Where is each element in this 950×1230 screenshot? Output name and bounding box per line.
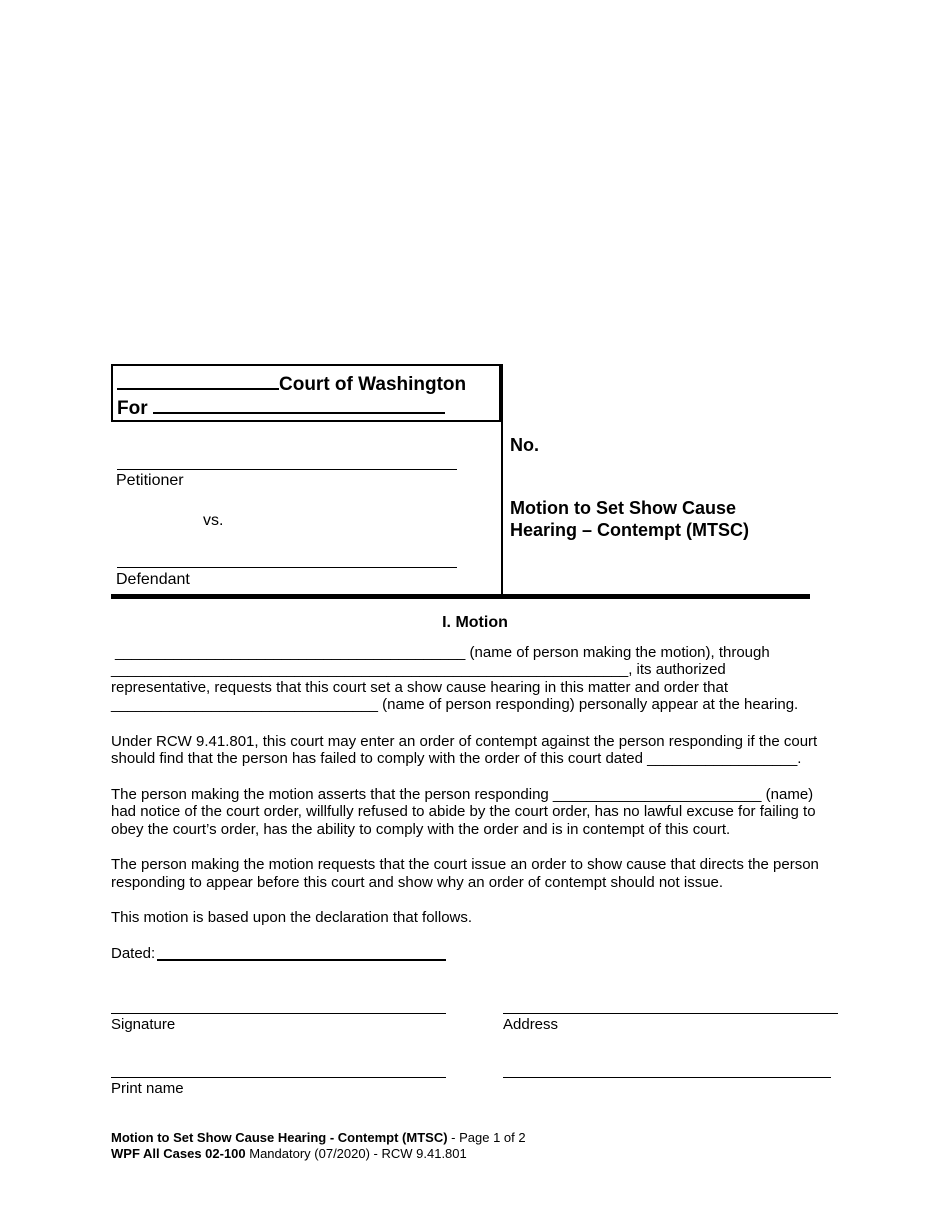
court-name-line (117, 372, 466, 396)
case-number-label: No. (510, 435, 539, 455)
footer-form-id: WPF All Cases 02-100 (111, 1146, 246, 1161)
signature-blank[interactable] (111, 1013, 446, 1014)
for-label: For (117, 398, 148, 419)
assertion-paragraph-line: obey the court’s order, has the ability to comply with the order and is in contempt of this court. (111, 821, 731, 838)
court-header-box (111, 364, 501, 422)
signature-label: Signature (111, 1016, 176, 1033)
motion-paragraph-line: ________________________________ (name of person responding) personally appear at the hearing. (111, 696, 799, 713)
form-title-line1: Motion to Set Show Cause (510, 498, 737, 518)
petitioner-label: Petitioner (116, 472, 184, 489)
petitioner-name-blank[interactable] (117, 469, 457, 470)
footer-form-id-line (111, 1146, 467, 1161)
court-name-blank[interactable] (117, 372, 279, 390)
dated-label: Dated: (111, 945, 156, 962)
print-name-label: Print name (111, 1080, 184, 1097)
defendant-name-blank[interactable] (117, 567, 457, 568)
footer-form-status: Mandatory (07/2020) - RCW 9.41.801 (245, 1146, 467, 1161)
address-label: Address (503, 1016, 559, 1033)
rcw-paragraph-line: Under RCW 9.41.801, this court may enter an order of contempt against the person responding if the court (111, 733, 818, 750)
footer-title-line (111, 1130, 526, 1145)
basis-paragraph-line: This motion is based upon the declaration that follows. (111, 909, 473, 926)
form-title-line2: Hearing – Contempt (MTSC) (510, 520, 750, 540)
court-label: Court of Washington (279, 374, 467, 395)
court-for-line (117, 396, 445, 420)
motion-paragraph-line: representative, requests that this court set a show cause hearing in this matter and order that (111, 679, 728, 696)
address-line2-blank[interactable] (503, 1077, 831, 1078)
assertion-paragraph-line: The person making the motion asserts that the person responding _________________________ (name) (111, 786, 814, 803)
request-paragraph-line: The person making the motion requests that the court issue an order to show cause that directs the person (111, 856, 819, 873)
motion-paragraph-line: __________________________________________ (name of person making the motion), through (115, 644, 770, 661)
address-blank[interactable] (503, 1013, 838, 1014)
form-title (510, 497, 749, 541)
defendant-label: Defendant (116, 571, 190, 588)
rcw-paragraph-line: should find that the person has failed to comply with the order of this court dated __________________. (111, 750, 802, 767)
caption-bottom-rule (111, 594, 810, 599)
footer-page-info: - Page 1 of 2 (447, 1130, 526, 1145)
for-county-blank[interactable] (153, 396, 445, 414)
caption-divider (501, 364, 503, 596)
print-name-blank[interactable] (111, 1077, 446, 1078)
section-heading: I. Motion (442, 614, 508, 631)
dated-blank[interactable] (157, 959, 446, 961)
motion-paragraph-line: ______________________________________________________________, its authorized (111, 661, 726, 678)
footer-form-title: Motion to Set Show Cause Hearing - Contempt (MTSC) (111, 1130, 448, 1145)
request-paragraph-line: responding to appear before this court and show why an order of contempt should not issue. (111, 874, 724, 891)
vs-label: vs. (203, 512, 224, 529)
assertion-paragraph-line: had notice of the court order, willfully refused to abide by the court order, has no lawful excuse for failing to (111, 803, 816, 820)
